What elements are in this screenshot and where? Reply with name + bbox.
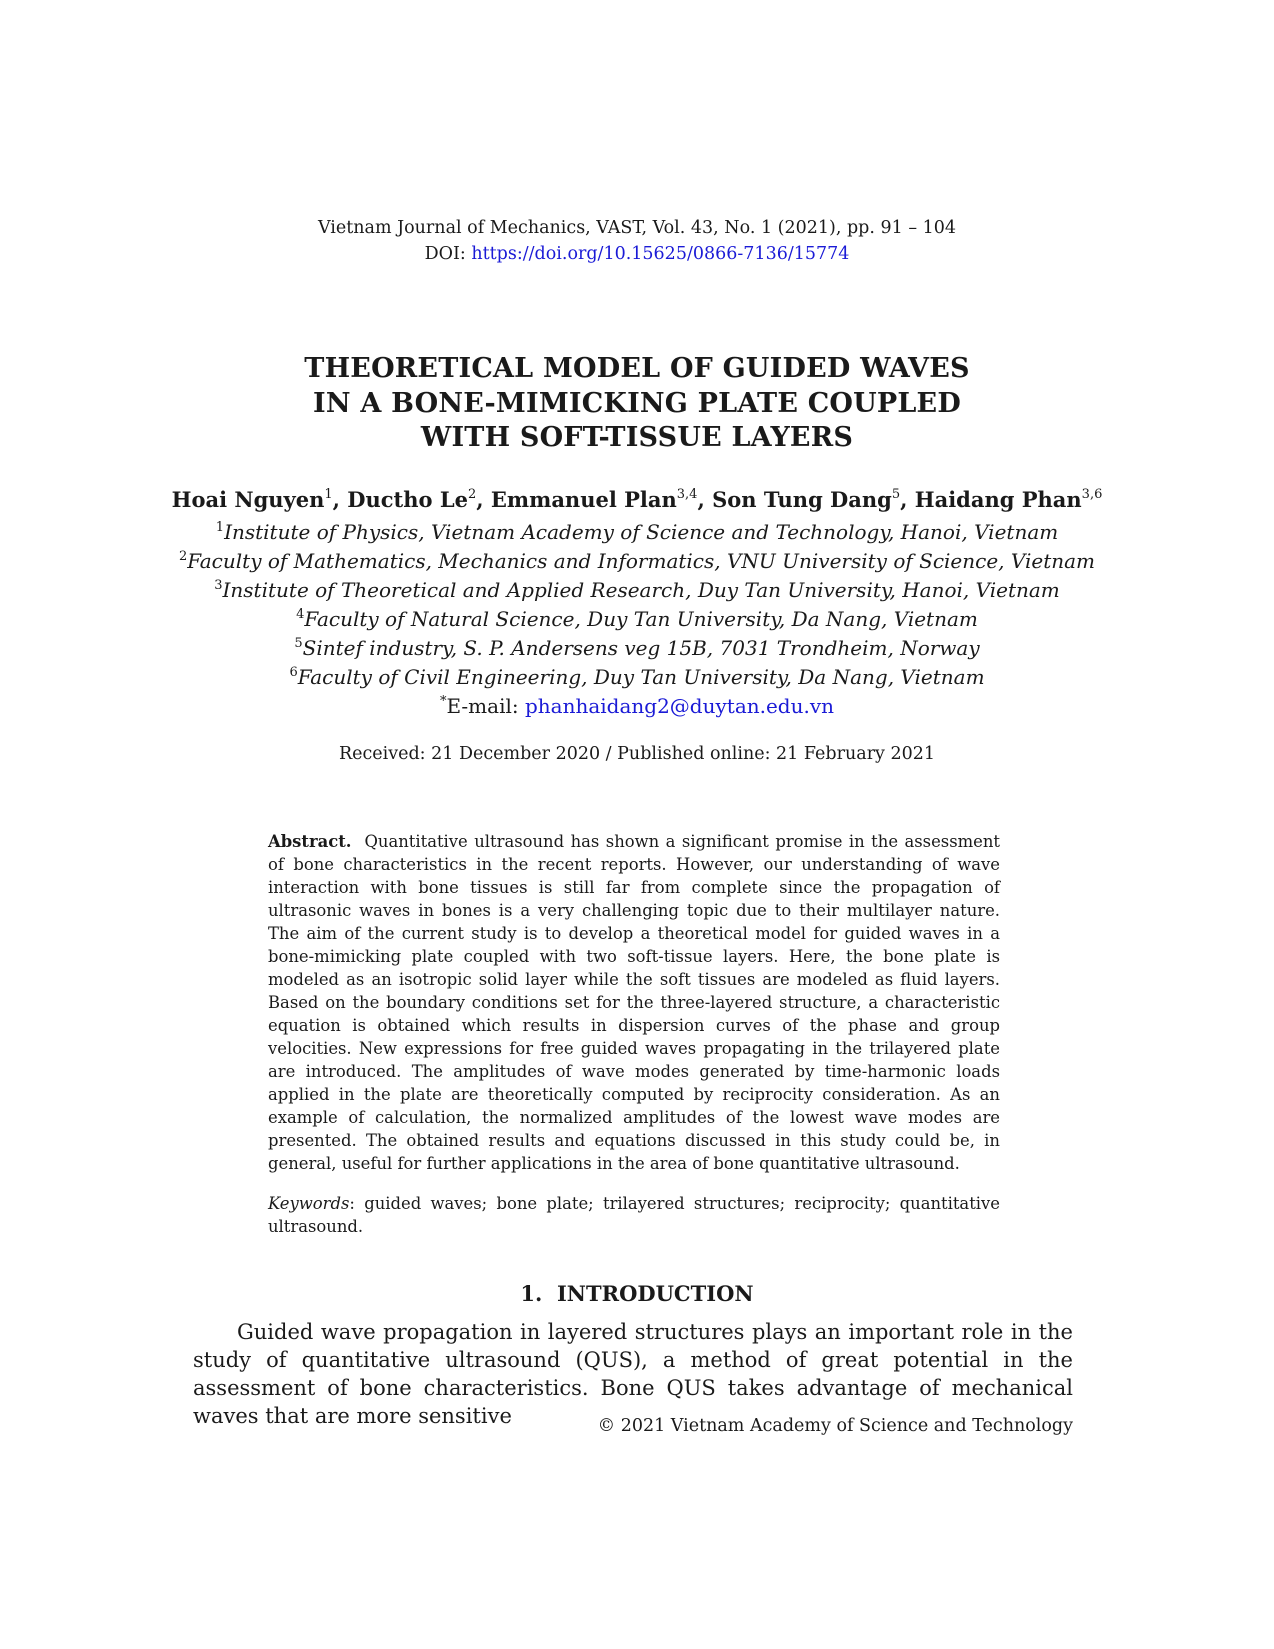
section-heading bbox=[0, 1280, 1274, 1308]
affiliation-list bbox=[0, 518, 1274, 721]
abstract-label: Abstract. bbox=[268, 832, 352, 851]
keywords-text: : guided waves; bone plate; trilayered structures; reciprocity; quantitative ultrasound. bbox=[268, 1194, 1000, 1236]
title-line-3: WITH SOFT-TISSUE LAYERS bbox=[420, 422, 854, 453]
author: Haidang Phan$^{3,6}$ bbox=[914, 487, 1103, 512]
affiliation-6: $^6$Faculty of Civil Engineering, Duy Tan University, Da Nang, Vietnam bbox=[289, 665, 985, 689]
doi-line bbox=[0, 242, 1274, 266]
abstract-text: Quantitative ultrasound has shown a significant promise in the assessment of bone characteristics in the recent reports. However, our understanding of wave interaction with bone tissues is still far from complete since the propagation of ultrasonic waves in bones is a very challenging topic due to their multilayer nature. The aim of the current study is to develop a theoretical model for guided waves in a bone-mimicking plate coupled with two soft-tissue layers. Here, the bone plate is modeled as an isotropic solid layer while the soft tissues are modeled as fluid layers. Based on the boundary conditions set for the three-layered structure, a characteristic equation is obtained which results in dispersion curves of the phase and group velocities. New expressions for free guided waves propagating in the trilayered plate are introduced. The amplitudes of wave modes generated by time-harmonic loads applied in the plate are theoretically computed by reciprocity consideration. As an example of calculation, the normalized amplitudes of the lowest wave modes are presented. The obtained results and equations discussed in this study could be, in general, useful for further applications in the area of bone quantitative ultrasound. bbox=[268, 832, 1000, 1173]
author-list bbox=[0, 486, 1274, 514]
received-dates: Received: 21 December 2020 / Published online: 21 February 2021 bbox=[338, 744, 936, 764]
section-title: INTRODUCTION bbox=[556, 1281, 754, 1306]
keywords-label: Keywords bbox=[268, 1194, 350, 1213]
doi-link[interactable]: https://doi.org/10.15625/0866-7136/15774 bbox=[471, 244, 850, 264]
paper-title bbox=[0, 352, 1274, 456]
section-number: 1. bbox=[520, 1281, 543, 1306]
keywords bbox=[268, 1192, 1000, 1238]
author: Hoai Nguyen$^1$, bbox=[171, 487, 348, 512]
affiliation-1: $^1$Institute of Physics, Vietnam Academy of Science and Technology, Hanoi, Vietnam bbox=[215, 520, 1059, 544]
paragraph-text: Guided wave propagation in layered structures plays an important role in the study of quantitative ultrasound (QUS), a method of great potential in the assessment of bone characteristics. Bone QUS takes advantage of mechanical waves that are more sensitive bbox=[193, 1320, 1073, 1428]
title-line-2: IN A BONE-MIMICKING PLATE COUPLED bbox=[313, 387, 961, 419]
doi-label: DOI: bbox=[424, 244, 466, 264]
abstract bbox=[268, 830, 1000, 1175]
title-line-1: THEORETICAL MODEL OF GUIDED WAVES bbox=[304, 353, 970, 384]
copyright-notice: © 2021 Vietnam Academy of Science and Technology bbox=[597, 1416, 1073, 1436]
email-line: *E-mail: phanhaidang2@duytan.edu.vn bbox=[439, 694, 835, 718]
affiliation-3: $^3$Institute of Theoretical and Applied Research, Duy Tan University, Hanoi, Vietnam bbox=[214, 578, 1060, 602]
affiliation-5: $^5$Sintef industry, S. P. Andersens veg 15B, 7031 Trondheim, Norway bbox=[294, 636, 980, 660]
email-link[interactable]: phanhaidang2@duytan.edu.vn bbox=[524, 694, 835, 718]
author: Ductho Le$^2$, bbox=[347, 487, 491, 512]
journal-citation: Vietnam Journal of Mechanics, VAST, Vol. 43, No. 1 (2021), pp. 91 – 104 bbox=[317, 218, 957, 238]
affiliation-4: $^4$Faculty of Natural Science, Duy Tan University, Da Nang, Vietnam bbox=[296, 607, 978, 631]
author: Emmanuel Plan$^{3,4}$, bbox=[490, 487, 713, 512]
author: Son Tung Dang$^5$, bbox=[712, 487, 915, 512]
affiliation-2: $^2$Faculty of Mathematics, Mechanics and Informatics, VNU University of Science, Vietnam bbox=[178, 549, 1096, 573]
